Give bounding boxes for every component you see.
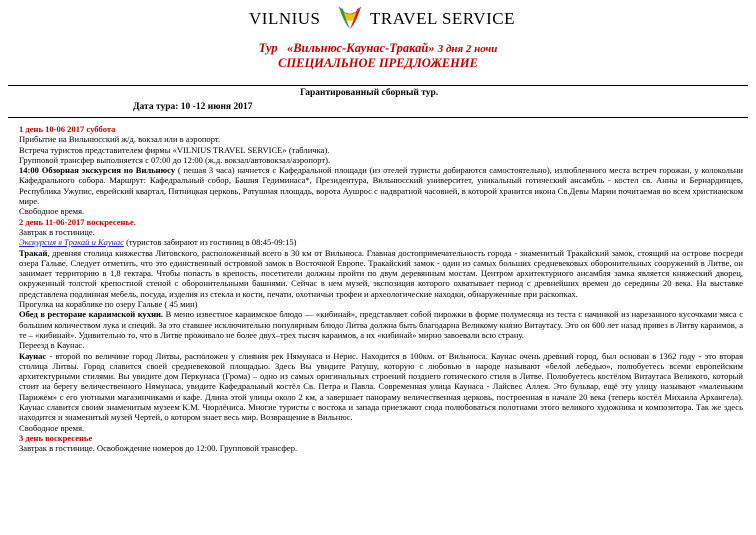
tour-prefix: Тур — [258, 41, 278, 55]
logo-text-right: TRAVEL SERVICE — [370, 9, 515, 28]
tour-title-line1 — [0, 41, 756, 56]
day1-tour-text: ( пешая 3 часа) начнется с Кафедральной площади (из отелей туристы добираются самостоятельно), излюбленного места встреч горожан, у колокольни Кафедрального собора. Маршрут: Кафедральный собор, Башня Гедиминаса*, Президентура, Вильнюсский университет, уникальный готический ансамбль - костел св. Анны и Бернардинцев, Республика Ужупис, еврейский квартал, Пятницкая церковь, Ратушная площадь, ворота Аушрос с надвратной часовней, в которой хранится икона Св.Девы Марии почитаемая во всем христианском мире. — [19, 165, 743, 207]
day2-free-time: Свободное время. — [19, 422, 85, 433]
itinerary — [19, 124, 743, 454]
lunch-paragraph — [19, 309, 743, 340]
boat-trip: Прогулка на кораблике по озеру Гальве ( 45 мин) — [19, 299, 198, 310]
excursion-pickup-text: (туристов забирают из гостиниц в 08:45-09:15) — [123, 237, 297, 248]
day1-free-time: Свободное время. — [19, 206, 85, 217]
day2-excursion — [19, 237, 743, 247]
day1-tour-title: 14:00 Обзорная экскурсия по Вильнюсу — [19, 165, 176, 176]
logo-text-left: VILNIUS — [249, 9, 321, 28]
special-offer: СПЕЦИАЛЬНОЕ ПРЕДЛОЖЕНИЕ — [278, 56, 478, 70]
tour-name: «Вильнюс-Каунас-Тракай» — [286, 41, 435, 55]
tour-date: Дата тура: 10 -12 июня 2017 — [133, 102, 253, 112]
trakai-title: Тракай — [19, 247, 48, 258]
trakai-paragraph — [19, 248, 743, 299]
kaunas-transfer: Переезд в Каунас. — [19, 340, 85, 351]
kaunas-text: - второй по величине город Литвы, расположен у слияния рек Нямунаса и Нерис. Находится в 100км. от Вильнюса. Каунас очень древний город, был основан в 1362 году - это вторая столица Литвы. Город славится своей средневековой площадью. Здесь Вы увидите Ратушу, которую с любовью в народе называют «белой лебедью», полюбуетесь всеми европейским архитектурными стилями. Вы увидите дом Перкунаса (Грома) – одно из самых оригинальных строений позднего готического стиля в Литве. Полюбуетесь костёлом Витаутаса Великого, который стоит на берегу величественного Нямунаса, увидите Кафедральный костёл Св. Петра и Павла. Современная улица Каунаса - Лайсвес Аллея. Это бульвар, ещё эту улицу называют «маленьким Парижем» с его уютными магазинчиками и кафе. Длина этой улицы около 2 км, а завершает панораму величественная церковь, построенная в начале 20 века (теперь костёл Михаила Архангела). Каунас славится своим знаменитым музеем К.М. Чюрлёниса. Многие туристы с востока и запада приезжают сюда полюбоваться полотнами этого великого художника и композитора. Так же здесь находится и знаменитый музей Чертей, о котором знает весь мир. Возвращение в Вильнюс. — [19, 350, 743, 423]
excursion-link[interactable]: Экскурсия в Тракай и Каунас — [19, 237, 124, 248]
day3-heading: 3 день воскресенье — [19, 432, 93, 443]
logo-emblem-icon — [335, 3, 365, 33]
day1-tour — [19, 165, 743, 206]
lunch-title: Обед в ресторане караимской кухни. — [19, 309, 164, 320]
day1-heading: 1 день 10-06 2017 суббота — [19, 124, 116, 134]
company-logo — [0, 3, 756, 31]
day3-text: Завтрак в гостинице. Освобождение номеров до 12:00. Групповой трансфер. — [19, 443, 298, 454]
day2-heading: 2 день 11-06-2017 воскресенье. — [19, 216, 136, 227]
day1-meeting: Встреча туристов представителем фирмы «VILNIUS TRAVEL SERVICE» (табличка). — [19, 144, 330, 155]
kaunas-paragraph — [19, 351, 743, 423]
tour-title — [0, 41, 756, 70]
kaunas-title: Каунас — [19, 350, 47, 361]
guarantee-note: Гарантированный сборный тур. — [300, 88, 439, 98]
day1-transfer: Групповой трансфер выполняется с 07:00 до 12:00 (ж.д. вокзал/автовокзал/аэропорт). — [19, 154, 331, 165]
day2-breakfast: Завтрак в гостинице. — [19, 226, 95, 237]
tour-duration: 3 дня 2 ночи — [437, 43, 498, 55]
day1-arrival: Прибытие на Вильнюсский ж/д. вокзал или в аэропорт. — [19, 134, 221, 145]
divider — [8, 117, 748, 118]
trakai-text: , древняя столица княжества Литовского, расположенный всего в 30 км от Вильнюса. Главная достопримечательность города - знаменитый Тракайский замок, стоящий на острове посреди озера Гальве. Следует отметить, что это единственный островной замок в Восточной Европе. Тракайский замок - один из самых больших средневековых оборонительных сооружений в Литве, он занимает территорию в 1,8 гектара. Чтобы попасть в крепость, посетители должны пройти по двум деревянным мостам. Центром архитектурного ансамбля замка является княжеский дворец, окруженный толстой крепостной стеной с оборонительными башнями. Сейчас в нем музей, экспозиция которого охватывает период с древнейших времен до середины 20 века. На выставке представлена подлинная мебель, посуда, изделия из стекла и кости, печати, охотничьи трофеи и археологические находки, обнаруженные при раскопках. — [19, 247, 743, 299]
divider — [8, 85, 748, 86]
lunch-text: В меню известное караимское блюдо — «кибинай», представляет собой пирожки в форме полумесяца из теста с начинкой из нарезанного кусочками мяса с большим количеством лука и специй. За это ставшее исключительно популярным блюдо Литва должна быть благодарна Великому князю Витаутасу. Это он 600 лет назад привез в Литву караимов, а те – «кибинай». Удивительно то, что в Литве проживало не более двух–трех тысяч караимов, а их «кибинай» мирно завоевали всю страну. — [19, 309, 743, 340]
